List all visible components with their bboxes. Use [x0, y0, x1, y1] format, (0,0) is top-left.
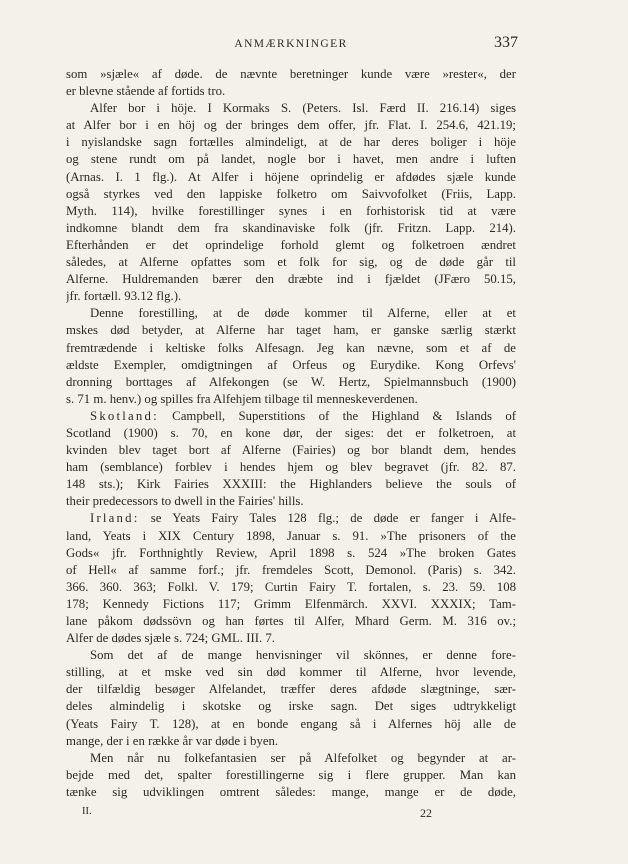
- line-text: Men når nu folkefantasien ser på Alfefolket og begynder at ar-: [90, 750, 516, 765]
- text-line: [66, 716, 516, 733]
- text-line: [66, 596, 516, 613]
- line-text: land, Yeats i XIX Century 1898, Januar s. 91. »The prisoners of the: [66, 528, 516, 543]
- text-line: [66, 647, 516, 664]
- text-line: [66, 545, 516, 562]
- line-text: Alfer de dødes sjæle s. 724; GML. III. 7.: [66, 631, 275, 646]
- text-line: [66, 203, 516, 220]
- running-head: ANMÆRKNINGER: [234, 38, 348, 50]
- page-header: [66, 34, 516, 54]
- text-line: [66, 562, 516, 579]
- line-text: Efterhånden er det oprindelige forhold glemt og folketroen ændret: [66, 237, 516, 252]
- page-footer: [82, 806, 482, 822]
- line-text: 366. 360. 363; Folkl. V. 179; Curtin Fairy T. fortalen, s. 23. 59. 108: [66, 579, 516, 594]
- text-line: [66, 151, 516, 168]
- line-text: (Arnas. I. 1 flg.). At Alfer i höjene oprindelig er afdødes sjæle kunde: [66, 169, 516, 184]
- line-text: jfr. fortæll. 93.12 flg.).: [66, 289, 182, 304]
- signature-mark: II.: [82, 806, 92, 817]
- line-text: er blevne stående af fortids tro.: [66, 84, 226, 99]
- page-number: 337: [494, 34, 518, 51]
- text-line: [66, 476, 516, 493]
- line-text: også styrkes ved den lappiske folketro om Saivvofolket (Friis, Lapp.: [66, 186, 516, 201]
- text-line: [66, 664, 516, 681]
- line-text: s. 71 m. henv.) og spilles fra Alfehjem tilbage til menneskeverdenen.: [66, 391, 418, 406]
- line-text: Gods« jfr. Forthnightly Review, April 1898 s. 524 »The broken Gates: [66, 545, 516, 560]
- text-line: [66, 254, 516, 271]
- text-line: [66, 391, 516, 408]
- line-text: ham (semblance) forblev i hendes hjem og blev begravet (jfr. 82. 87.: [66, 460, 516, 475]
- text-line: [66, 510, 516, 527]
- line-text: se Yeats Fairy Tales 128 flg.; de døde er fanger i Alfe-: [139, 511, 516, 526]
- text-line: [66, 579, 516, 596]
- line-text: Campbell, Superstitions of the Highland & Islands of: [158, 408, 516, 423]
- line-text: stilling, at et mske ved sin død kommer til Alferne, hvor levende,: [66, 665, 516, 680]
- line-text: Som det af de mange henvisninger vil skönnes, er denne fore-: [90, 648, 516, 663]
- text-line: [66, 83, 516, 100]
- line-text: their predecessors to dwell in the Fairies' hills.: [66, 494, 304, 509]
- body-text: [66, 66, 516, 801]
- text-line: [66, 733, 516, 750]
- text-line: [66, 340, 516, 357]
- text-line: [66, 357, 516, 374]
- text-line: [66, 493, 516, 510]
- sheet-number: 22: [420, 806, 432, 820]
- text-line: [66, 288, 516, 305]
- text-line: [66, 220, 516, 237]
- line-text: mskes død betyder, at Alferne har taget ham, er ganske særlig stærkt: [66, 323, 516, 338]
- text-line: [66, 442, 516, 459]
- line-text: Alferne. Huldremanden bærer den dræbte ind i fjældet (JFæro 50.15,: [66, 272, 516, 287]
- line-text: bejde med det, spalter forestillingerne sig i flere grupper. Man kan: [66, 767, 516, 782]
- line-text: Alfer bor i höje. I Kormaks S. (Peters. Isl. Færd II. 216.14) siges: [90, 101, 516, 116]
- line-text: som »sjæle« af døde. de nævnte beretninger kunde være »rester«, der: [66, 67, 516, 81]
- text-line: [66, 134, 516, 151]
- line-text: mange, der i en række år var døde i byen.: [66, 733, 279, 748]
- text-line: [66, 271, 516, 288]
- text-line: [66, 750, 516, 767]
- line-text: der tilfældig besøger Alfelandet, træffer deres afdøde slægtninge, sær-: [66, 682, 516, 697]
- line-text: fremtrædende i keltiske folks Alfesagn. Jeg kan nævne, som et af de: [66, 340, 516, 355]
- text-line: [66, 186, 516, 203]
- line-text: således, at Alferne opfattes som et folk for sig, og de døde går til: [66, 255, 516, 270]
- line-text: (Yeats Fairy T. 128), at en bonde engang så i Alfernes höj alle de: [66, 716, 516, 731]
- line-text: at Alfer bor i en höj og der bringes dem offer, jfr. Flat. I. 254.6, 421.19;: [66, 118, 516, 133]
- line-text: og stene rundt om på landet, nogle bor i havet, men andre i luften: [66, 152, 516, 167]
- line-text: 178; Kennedy Fictions 117; Grimm Elfenmärch. XXVI. XXXIX; Tam-: [66, 596, 516, 611]
- line-text: dronning borttages af Alfekongen (se W. Hertz, Spielmannsbuch (1900): [66, 374, 516, 389]
- line-text: indkomne blandt dem fra skandinaviske folk (jfr. Fritzn. Lapp. 214).: [66, 220, 516, 235]
- line-text: ældste Exempler, omdigtningen af Orfeus og Eurydike. Kong Orfevs': [66, 357, 516, 372]
- text-line: [66, 408, 516, 425]
- text-line: [66, 169, 516, 186]
- line-text: lane påkom dødssövn og han førtes til Alfer, Mhard Germ. M. 316 ov.;: [66, 614, 516, 628]
- text-line: [66, 100, 516, 117]
- text-line: [66, 305, 516, 322]
- text-line: [66, 66, 516, 83]
- text-line: [66, 613, 516, 630]
- text-line: [66, 698, 516, 715]
- line-text: i nyislandske sagn fortælles almindeligt, at de har deres boliger i höje: [66, 135, 516, 150]
- text-line: [66, 237, 516, 254]
- text-line: [66, 528, 516, 545]
- line-text: deles almindelig i skotske og irske sagn. Det siges udtrykkeligt: [66, 699, 516, 714]
- text-line: [66, 459, 516, 476]
- text-line: [66, 117, 516, 134]
- text-line: [66, 681, 516, 698]
- line-text: Denne forestilling, at de døde kommer til Alferne, eller at et: [90, 306, 516, 321]
- line-text: of Hell« af samme forf.; jfr. fremdeles Scott, Demonol. (Paris) s. 342.: [66, 562, 516, 577]
- line-text: 148 sts.); Kirk Fairies XXXIII: the Highlanders believe the souls of: [66, 477, 516, 492]
- line-text: kvinden blev taget bort af Alferne (Fairies) og bor blandt dem, hendes: [66, 443, 516, 458]
- section-label: Irland:: [90, 511, 140, 526]
- section-label: Skotland:: [90, 408, 159, 423]
- text-line: [66, 374, 516, 391]
- text-line: [66, 767, 516, 784]
- text-line: [66, 784, 516, 801]
- text-line: [66, 630, 516, 647]
- line-text: Scotland (1900) s. 70, en kone dør, der siges: det er folketroen, at: [66, 425, 516, 440]
- line-text: tænke sig udviklingen omtrent således: mange, mange er de døde,: [66, 784, 516, 799]
- text-line: [66, 322, 516, 339]
- text-line: [66, 425, 516, 442]
- line-text: Myth. 114), hvilke forestillinger synes i en forhistorisk tid at være: [66, 203, 516, 218]
